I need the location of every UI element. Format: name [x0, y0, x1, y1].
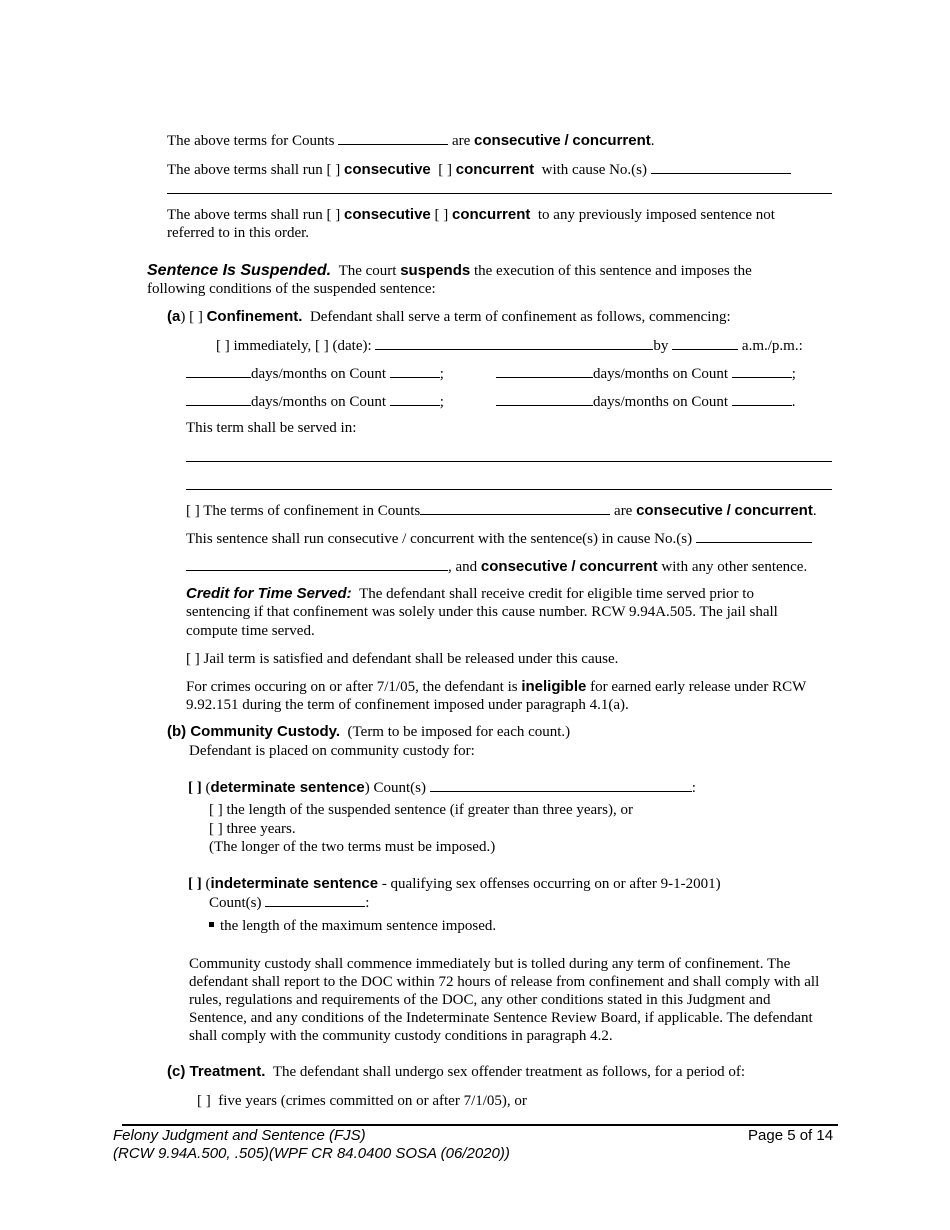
suspends-word: suspends	[400, 262, 471, 279]
ineligible-text-3: 9.92.151 during the term of confinement imposed under paragraph 4.1(a).	[186, 697, 629, 713]
credit-text: The defendant shall receive credit for eligible time served prior to	[359, 586, 754, 602]
ampm-label: a.m./p.m.:	[741, 338, 803, 354]
paren-open: (	[205, 780, 211, 796]
cause-no-label: with cause No.(s)	[541, 162, 648, 178]
slash-text: /	[726, 502, 731, 519]
days-label: days/months on Count	[251, 366, 387, 382]
community-heading: (b) Community Custody.	[167, 723, 341, 740]
determinate-note: (The longer of the two terms must be imposed.)	[209, 839, 496, 855]
treatment-checkbox[interactable]: [ ]	[197, 1093, 211, 1109]
any-other-line	[186, 557, 807, 576]
consecutive-option[interactable]: consecutive	[474, 132, 561, 149]
credit-text-2: sentencing if that confinement was solely under this cause number. RCW 9.94A.505. The jail shall	[186, 604, 778, 620]
treatment-text: The defendant shall undergo sex offender treatment as follows, for a period of:	[272, 1064, 746, 1080]
are-text: are	[451, 133, 471, 149]
cause-no-field[interactable]	[696, 529, 812, 543]
community-para-line: shall comply with the community custody conditions in paragraph 4.2.	[189, 1028, 613, 1044]
jail-checkbox[interactable]: [ ]	[186, 651, 200, 667]
determinate-checkbox[interactable]: [ ]	[188, 780, 202, 796]
confinement-text: Defendant shall serve a term of confinement as follows, commencing:	[309, 309, 731, 325]
consec-prior-line	[167, 206, 775, 224]
and-text: , and	[448, 559, 478, 575]
period-text: .	[650, 133, 655, 149]
days-field[interactable]	[496, 392, 593, 406]
community-para-line: Community custody shall commence immediately but is tolled during any term of confinement. The	[189, 956, 791, 972]
confinement-label-a: (a	[167, 308, 181, 325]
prior-tail-text-2: referred to in this order.	[167, 225, 310, 241]
page-number: Page 5 of 14	[748, 1127, 834, 1144]
consec-cause-line	[167, 160, 791, 179]
days-label: days/months on Count	[251, 394, 387, 410]
count-field[interactable]	[732, 392, 792, 406]
days-label: days/months on Count	[593, 366, 729, 382]
treatment-option-text: five years (crimes committed on or after 7/1/05), or	[218, 1093, 527, 1109]
credit-line-1	[186, 585, 754, 603]
date-field[interactable]	[375, 336, 653, 350]
time-field[interactable]	[672, 336, 738, 350]
suspended-text-2: the execution of this sentence and imposes the	[473, 263, 752, 279]
semicolon-text: ;	[791, 366, 796, 382]
concurrent-option[interactable]: concurrent	[734, 502, 813, 519]
suspended-text: The court	[338, 263, 397, 279]
footer-title: Felony Judgment and Sentence (FJS)	[113, 1127, 366, 1144]
counts-label: Count(s)	[209, 895, 262, 911]
determinate-label: determinate sentence	[210, 779, 365, 796]
concurrent-option[interactable]: concurrent	[579, 558, 658, 575]
semicolon-text: ;	[439, 366, 444, 382]
community-para-line: defendant shall report to the DOC within 72 hours of release from confinement and shall comply with all	[189, 974, 820, 990]
concurrent-checkbox[interactable]: [ ]	[438, 162, 453, 178]
concurrent-option[interactable]: concurrent	[572, 132, 651, 149]
consec-cause-label: The above terms shall run	[167, 162, 323, 178]
immediately-checkbox[interactable]: [ ]	[216, 338, 230, 354]
cause-sentence-text: This sentence shall run consecutive / concurrent with the sentence(s) in cause No.(s)	[186, 531, 693, 547]
any-other-text: with any other sentence.	[661, 559, 808, 575]
slash-text: /	[564, 132, 569, 149]
consecutive-option[interactable]: consecutive	[636, 502, 723, 519]
treatment-heading: (c) Treatment.	[167, 1063, 266, 1080]
suspended-line	[147, 262, 752, 280]
count-field[interactable]	[732, 364, 792, 378]
by-label: by	[653, 338, 669, 354]
date-checkbox[interactable]: [ ]	[315, 338, 329, 354]
served-in-label: This term shall be served in:	[186, 420, 357, 436]
bullet-text: the length of the maximum sentence imposed.	[220, 918, 497, 934]
indeterminate-counts-line	[209, 893, 369, 912]
counts-label: Count(s)	[373, 780, 426, 796]
commence-line	[216, 336, 803, 355]
determinate-line	[188, 778, 696, 797]
counts-text: The terms of confinement in Counts	[203, 503, 421, 519]
days-field[interactable]	[186, 392, 251, 406]
community-paren: (Term to be imposed for each count.)	[347, 724, 571, 740]
days-field[interactable]	[186, 364, 251, 378]
suspended-line-2: following conditions of the suspended sentence:	[147, 281, 436, 297]
indeterminate-tail: - qualifying sex offenses occurring on or after 9-1-2001)	[381, 876, 721, 892]
consecutive-option[interactable]: consecutive	[480, 558, 568, 575]
colon-text: :	[365, 895, 370, 911]
paren-open: (	[205, 876, 211, 892]
consec-prior-label: The above terms shall run	[167, 207, 323, 223]
period-text: .	[812, 503, 817, 519]
indeterminate-bullet	[209, 917, 496, 935]
bullet-icon	[209, 922, 214, 927]
suspended-heading: Sentence Is Suspended.	[147, 262, 332, 279]
ineligible-text-2: for earned early release under RCW	[590, 679, 807, 695]
cause-sentence-line	[186, 529, 812, 548]
immediately-label: immediately,	[233, 338, 312, 354]
credit-heading: Credit for Time Served:	[186, 585, 352, 602]
credit-text-3: compute time served.	[186, 623, 315, 639]
semicolon-text: ;	[439, 394, 444, 410]
ineligible-word: ineligible	[521, 678, 587, 695]
counts-checkbox[interactable]: [ ]	[186, 503, 200, 519]
cause-no-field-2[interactable]	[186, 557, 448, 571]
indeterminate-line	[188, 875, 721, 893]
treatment-line	[167, 1063, 745, 1081]
concurrent-label: concurrent	[455, 161, 535, 178]
indeterminate-checkbox[interactable]: [ ]	[188, 876, 202, 892]
cause-no-continuation-line[interactable]	[167, 193, 832, 194]
counts-confinement-line	[186, 501, 817, 520]
ineligible-text: For crimes occuring on or after 7/1/05, the defendant is	[186, 679, 518, 695]
ineligible-line	[186, 678, 806, 696]
prior-tail-text: to any previously imposed sentence not	[537, 207, 775, 223]
days-label: days/months on Count	[593, 394, 729, 410]
days-field[interactable]	[496, 364, 593, 378]
consecutive-label: consecutive	[344, 161, 431, 178]
treatment-option-1	[197, 1092, 527, 1110]
community-para-line: rules, regulations and requirements of the DOC, any other conditions stated in this Judgment and	[189, 992, 771, 1008]
colon-text: :	[691, 780, 696, 796]
count-field[interactable]	[390, 392, 440, 406]
consec-counts-line	[167, 131, 655, 150]
days-row-2-left	[186, 392, 444, 411]
consec-counts-label: The above terms for Counts	[167, 133, 335, 149]
community-text: Defendant is placed on community custody for:	[189, 743, 475, 759]
days-row-1-left	[186, 364, 444, 383]
indeterminate-label: indeterminate sentence	[210, 875, 379, 892]
community-line	[167, 723, 570, 741]
count-field[interactable]	[390, 364, 440, 378]
indeterminate-counts-field[interactable]	[265, 893, 365, 907]
paren-text: )	[180, 309, 186, 325]
prior-concurrent-checkbox[interactable]: [ ]	[434, 207, 449, 223]
paren-close: )	[364, 780, 370, 796]
consecutive-checkbox[interactable]: [ ]	[326, 162, 341, 178]
are-text: are	[614, 503, 633, 519]
counts-field[interactable]	[420, 501, 610, 515]
confinement-line	[167, 308, 731, 326]
period-text: .	[791, 394, 796, 410]
footer-rule	[122, 1124, 838, 1126]
counts-blank-field[interactable]	[338, 131, 448, 145]
slash-text: /	[571, 558, 576, 575]
determinate-option-2[interactable]: [ ] three years.	[209, 821, 296, 837]
jail-text: Jail term is satisfied and defendant shall be released under this cause.	[203, 651, 619, 667]
determinate-option-1[interactable]: [ ] the length of the suspended sentence (if greater than three years), or	[209, 802, 633, 818]
served-in-line-1[interactable]	[186, 461, 832, 462]
cause-no-field[interactable]	[651, 160, 791, 174]
date-label: (date):	[332, 338, 372, 354]
days-row-1-right	[496, 364, 796, 383]
prior-consecutive-checkbox[interactable]: [ ]	[326, 207, 341, 223]
confinement-heading: Confinement.	[206, 308, 303, 325]
community-para-line: Sentence, and any conditions of the Indeterminate Sentence Review Board, if applicable. The defendant	[189, 1010, 813, 1026]
prior-concurrent-label: concurrent	[452, 206, 531, 223]
served-in-line-2[interactable]	[186, 489, 832, 490]
confinement-checkbox[interactable]: [ ]	[189, 309, 203, 325]
days-row-2-right	[496, 392, 796, 411]
prior-consecutive-label: consecutive	[344, 206, 431, 223]
determinate-counts-field[interactable]	[430, 778, 692, 792]
footer-citation: (RCW 9.94A.500, .505)(WPF CR 84.0400 SOSA (06/2020))	[113, 1145, 510, 1162]
jail-line	[186, 650, 618, 668]
